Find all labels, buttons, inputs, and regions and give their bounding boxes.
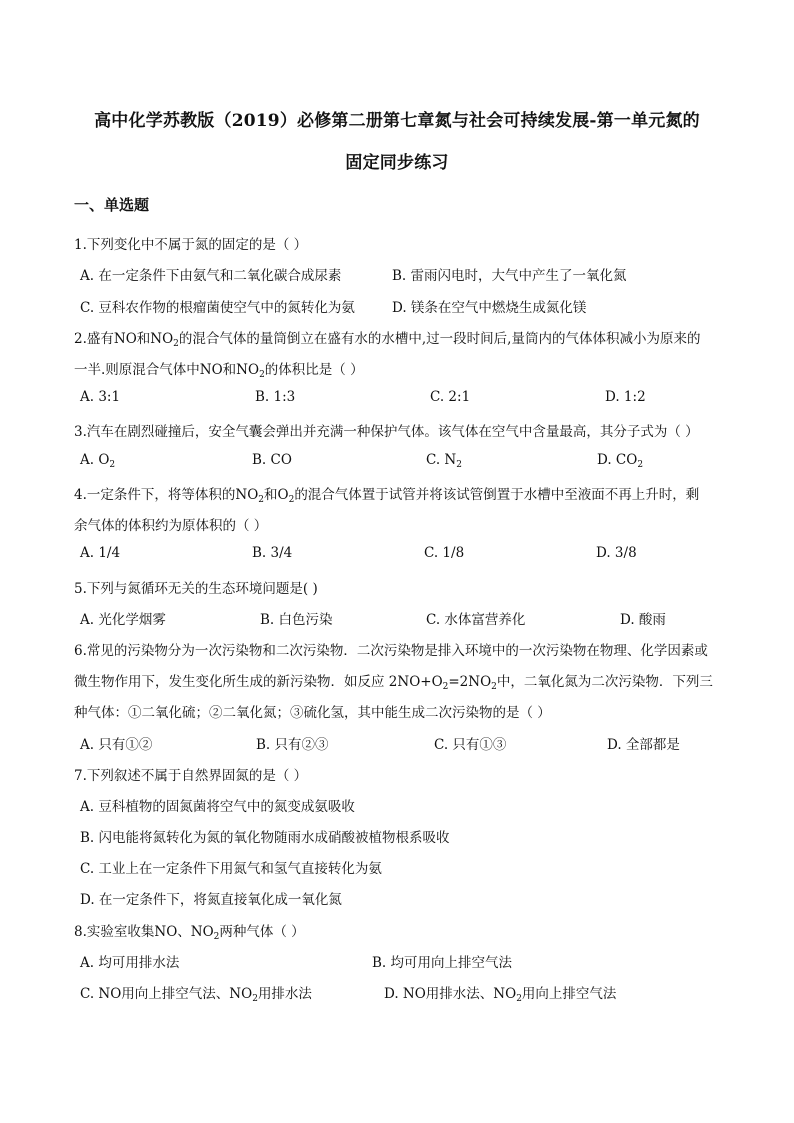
question-3-option-c[interactable]: C. $N_2$ bbox=[426, 452, 462, 470]
question-2-stem-line-2: 一半.则原混合气体中NO和$NO_2$的体积比是（ ） bbox=[74, 362, 364, 380]
question-1-option-c[interactable]: C. 豆科农作物的根瘤菌使空气中的氮转化为氨 bbox=[80, 300, 355, 316]
question-7-option-c[interactable]: C. 工业上在一定条件下用氮气和氢气直接转化为氨 bbox=[80, 861, 382, 877]
question-1-option-b[interactable]: B. 雷雨闪电时，大气中产生了一氧化氮 bbox=[392, 268, 627, 284]
document-title-line-1: 高中化学苏教版（2019）必修第二册第七章氮与社会可持续发展-第一单元氮的 bbox=[94, 111, 700, 131]
question-8-option-a[interactable]: A. 均可用排水法 bbox=[80, 955, 180, 971]
question-8-option-d[interactable]: D. NO用排水法、$NO_2$用向上排空气法 bbox=[384, 986, 617, 1004]
question-2-stem-line-1: 2.盛有NO和$NO_2$的混合气体的量筒倒立在盛有水的水槽中,过一段时间后,量筒内的气体体积减小为原来的 bbox=[74, 331, 701, 349]
question-5-option-d[interactable]: D. 酸雨 bbox=[620, 612, 666, 628]
document-title-line-2: 固定同步练习 bbox=[345, 153, 449, 173]
question-2-option-d[interactable]: D. 1:2 bbox=[605, 389, 646, 405]
question-5-option-b[interactable]: B. 白色污染 bbox=[260, 612, 333, 628]
question-5-stem: 5.下列与氮循环无关的生态环境问题是( ) bbox=[74, 581, 318, 597]
question-7-option-d[interactable]: D. 在一定条件下，将氮直接氧化成一氧化氮 bbox=[80, 892, 342, 908]
question-3-option-b[interactable]: B. CO bbox=[252, 452, 292, 468]
question-5-option-a[interactable]: A. 光化学烟雾 bbox=[80, 612, 166, 628]
section-heading: 一、单选题 bbox=[74, 196, 150, 214]
question-1-option-a[interactable]: A. 在一定条件下由氨气和二氧化碳合成尿素 bbox=[80, 268, 342, 284]
question-6-stem-line-3: 种气体：①二氧化硫；②二氧化氮；③硫化氢，其中能生成二次污染物的是（ ） bbox=[74, 705, 551, 721]
question-4-option-b[interactable]: B. 3/4 bbox=[252, 545, 293, 561]
question-3-stem: 3.汽车在剧烈碰撞后，安全气囊会弹出并充满一种保护气体。该气体在空气中含量最高，其分子式为（ ） bbox=[74, 424, 699, 440]
question-4-stem-line-1: 4.一定条件下，将等体积的$NO_2$和$O_2$的混合气体置于试管并将该试管倒置于水槽中至液面不再上升时，剩 bbox=[74, 487, 700, 505]
question-6-option-a[interactable]: A. 只有①② bbox=[80, 737, 153, 753]
question-4-option-a[interactable]: A. 1/4 bbox=[80, 545, 121, 561]
question-6-option-b[interactable]: B. 只有②③ bbox=[256, 737, 329, 753]
question-2-option-a[interactable]: A. 3:1 bbox=[80, 389, 121, 405]
question-2-option-b[interactable]: B. 1:3 bbox=[255, 389, 296, 405]
question-3-option-d[interactable]: D. $CO_2$ bbox=[597, 452, 644, 470]
question-3-option-a[interactable]: A. $O_2$ bbox=[80, 452, 116, 470]
question-4-stem-line-2: 余气体的体积约为原体积的（ ） bbox=[74, 518, 268, 534]
question-7-stem: 7.下列叙述不属于自然界固氮的是（ ） bbox=[74, 768, 308, 784]
question-4-option-c[interactable]: C. 1/8 bbox=[424, 545, 465, 561]
question-1-option-d[interactable]: D. 镁条在空气中燃烧生成氮化镁 bbox=[392, 300, 587, 316]
question-8-option-c[interactable]: C. NO用向上排空气法、$NO_2$用排水法 bbox=[80, 986, 312, 1004]
question-7-option-b[interactable]: B. 闪电能将氮转化为氮的氧化物随雨水成硝酸被植物根系吸收 bbox=[80, 830, 450, 846]
question-6-option-d[interactable]: D. 全部都是 bbox=[607, 737, 680, 753]
question-8-stem: 8.实验室收集NO、$NO_2$两种气体（ ） bbox=[74, 924, 305, 942]
question-8-option-b[interactable]: B. 均可用向上排空气法 bbox=[372, 955, 513, 971]
question-1-stem: 1.下列变化中不属于氮的固定的是（ ） bbox=[74, 237, 308, 253]
question-6-option-c[interactable]: C. 只有①③ bbox=[434, 737, 507, 753]
question-2-option-c[interactable]: C. 2:1 bbox=[430, 389, 471, 405]
question-6-stem-line-2: 微生物作用下，发生变化所生成的新污染物．如反应 $2NO+O_2=2NO_2$中，二氧化氮为二次污染物．下列三 bbox=[74, 674, 713, 692]
question-7-option-a[interactable]: A. 豆科植物的固氮菌将空气中的氮变成氨吸收 bbox=[80, 799, 355, 815]
question-6-stem-line-1: 6.常见的污染物分为一次污染物和二次污染物．二次污染物是排入环境中的一次污染物在物理、化学因素或 bbox=[74, 643, 708, 659]
question-4-option-d[interactable]: D. 3/8 bbox=[596, 545, 637, 561]
question-5-option-c[interactable]: C. 水体富营养化 bbox=[426, 612, 526, 628]
